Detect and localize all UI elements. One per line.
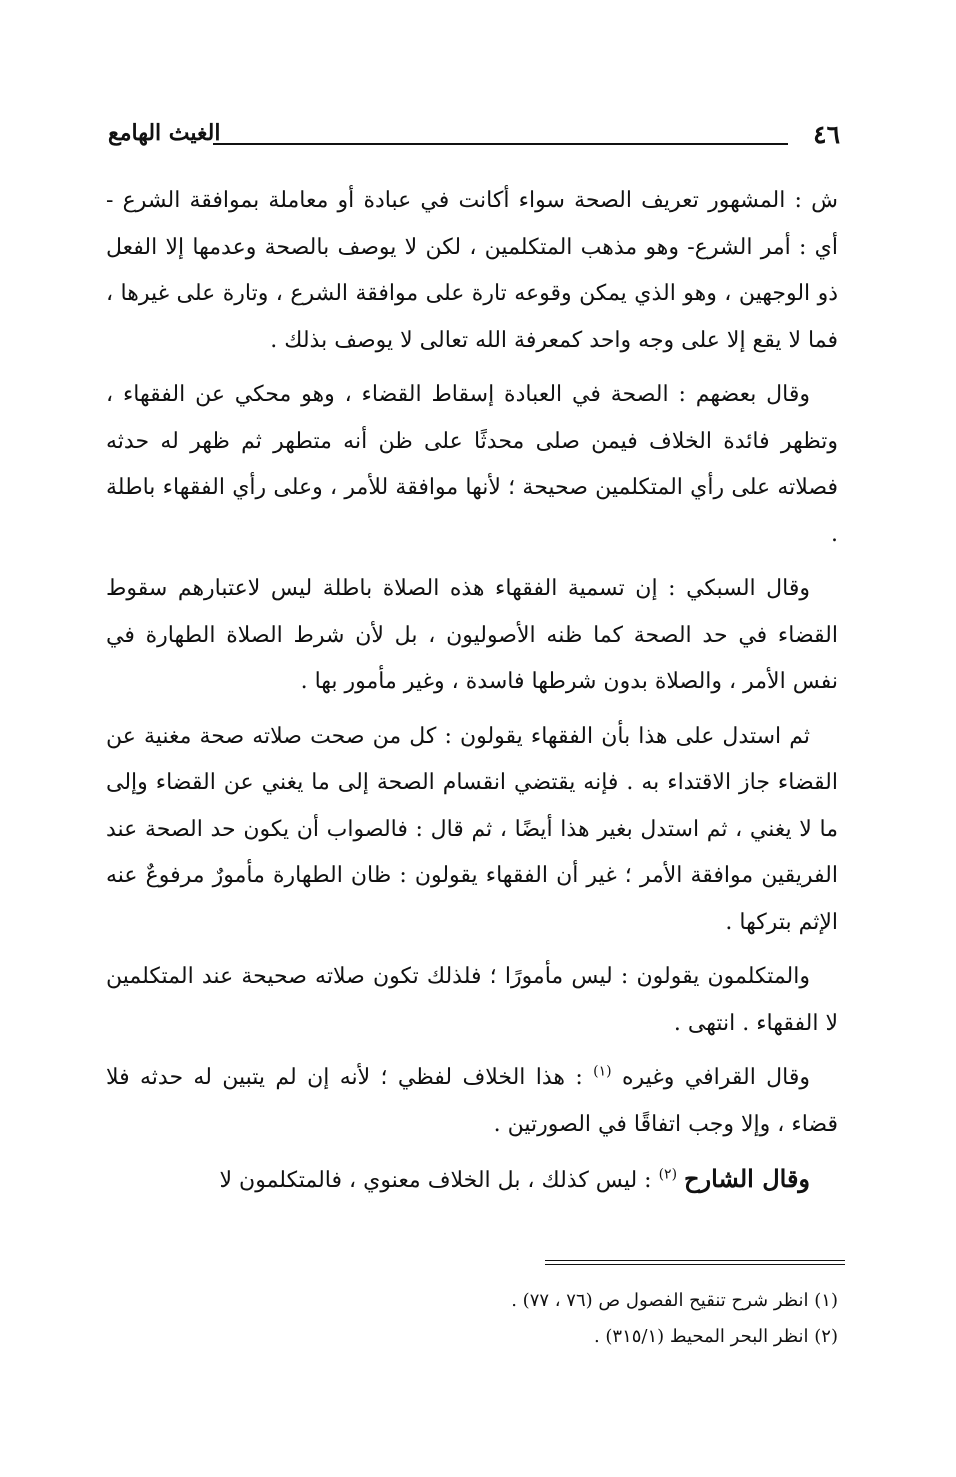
footnote-2: (٢) انظر البحر المحيط (٣١٥/١) .	[593, 1326, 838, 1347]
paragraph-7-rest: : ليس كذلك ، بل الخلاف معنوي ، فالمتكلمون لا	[219, 1168, 652, 1193]
paragraph-6	[106, 1055, 838, 1148]
footnote-ref-1[interactable]: (١)	[593, 1063, 612, 1080]
page-number: ٤٦	[813, 120, 840, 149]
header-rule	[213, 143, 788, 145]
paragraph-7	[106, 1156, 838, 1205]
footnote-1: (١) انظر شرح تنقيح الفصول ص (٧٦ ، ٧٧) .	[511, 1290, 838, 1311]
footnotes	[200, 1283, 838, 1355]
footnote-ref-2[interactable]: (٢)	[658, 1166, 678, 1183]
footnote-separator	[545, 1260, 845, 1268]
paragraph-6-rest: : هذا الخلاف لفظي ؛ لأنه إن لم يتبين له حدثه فلا قضاء ، وإلا وجب اتفاقًا في الصورتين .	[106, 1065, 838, 1137]
page-header	[108, 118, 840, 158]
paragraph-7-lead: وقال الشارح	[684, 1164, 810, 1193]
paragraph-1: ش : المشهور تعريف الصحة سواء أكانت في عبادة أو معاملة بموافقة الشرع - أي : أمر الشرع- وهو مذهب المتكلمين ، لكن لا يوصف بالصحة وعدمها إلا الفعل ذو الوجهين ، وهو الذي يمكن وقوعه تارة على موافقة الشرع ، وتارة على غيرها ، فما لا يقع إلا على وجه واحد كمعرفة الله تعالى لا يوصف بذلك .	[106, 188, 838, 353]
running-title: الغيث الهامع	[108, 120, 221, 146]
paragraph-2: وقال بعضهم : الصحة في العبادة إسقاط القضاء ، وهو محكي عن الفقهاء ، وتظهر فائدة الخلاف فيمن صلى محدثًا على ظن أنه متطهر ثم ظهر له حدثه فصلاته على رأي المتكلمين صحيحة ؛ لأنها موافقة للأمر ، وعلى رأي الفقهاء باطلة .	[106, 382, 838, 547]
paragraph-4: ثم استدل على هذا بأن الفقهاء يقولون : كل من صحت صلاته صحة مغنية عن القضاء جاز الاقتداء به . فإنه يقتضي انقسام الصحة إلى ما يغني عن القضاء وإلى ما لا يغني ، ثم استدل بغير هذا أيضًا ، ثم قال : فالصواب أن يكون حد الصحة عند الفريقين موافقة الأمر ؛ غير أن الفقهاء يقولون : ظان الطهارة مأمورٌ مرفوعٌ عنه الإثم بتركها .	[106, 723, 838, 935]
paragraph-6-lead: وقال القرافي وغيره	[621, 1065, 811, 1090]
footnote-rule-line	[545, 1264, 845, 1265]
footnote-rule-line	[545, 1260, 845, 1261]
main-text	[106, 178, 838, 1213]
paragraph-3: وقال السبكي : إن تسمية الفقهاء هذه الصلاة باطلة ليس لاعتبارهم سقوط القضاء في حد الصحة كما ظنه الأصوليون ، بل لأن شرط الصلاة الطهارة في نفس الأمر ، والصلاة بدون شرطها فاسدة ، وغير مأمور بها .	[106, 576, 838, 694]
paragraph-5: والمتكلمون يقولون : ليس مأمورًا ؛ فلذلك تكون صلاته صحيحة عند المتكلمين لا الفقهاء . انتهى .	[106, 964, 838, 1036]
